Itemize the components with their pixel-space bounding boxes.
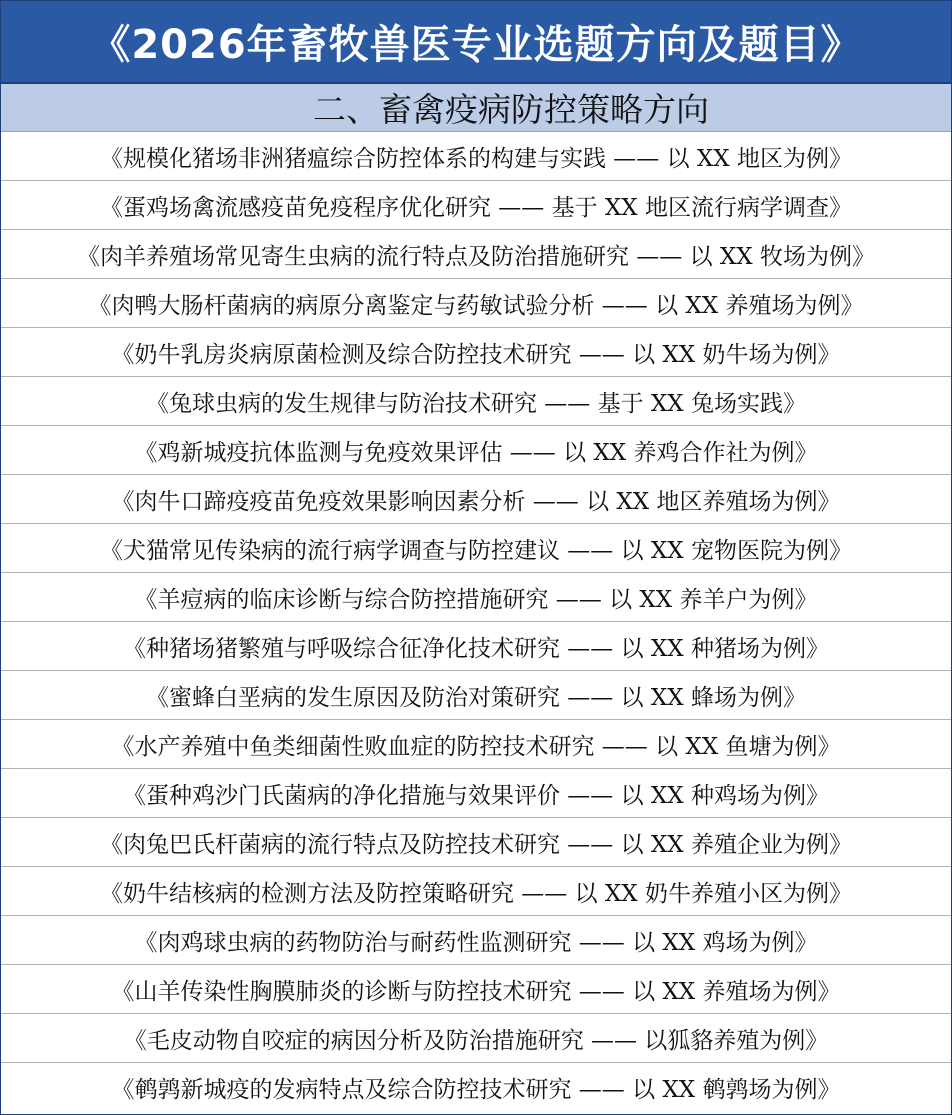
- topic-row: 《肉牛口蹄疫疫苗免疫效果影响因素分析 —— 以 XX 地区养殖场为例》: [1, 475, 951, 524]
- topic-row: 《毛皮动物自咬症的病因分析及防治措施研究 —— 以狐貉养殖为例》: [1, 1014, 951, 1063]
- topic-row: 《肉羊养殖场常见寄生虫病的流行特点及防治措施研究 —— 以 XX 牧场为例》: [1, 230, 951, 279]
- topic-row: 《犬猫常见传染病的流行病学调查与防控建议 —— 以 XX 宠物医院为例》: [1, 524, 951, 573]
- topic-row: 《水产养殖中鱼类细菌性败血症的防控技术研究 —— 以 XX 鱼塘为例》: [1, 720, 951, 769]
- topic-row: 《蛋种鸡沙门氏菌病的净化措施与效果评价 —— 以 XX 种鸡场为例》: [1, 769, 951, 818]
- topic-row: 《蜜蜂白垩病的发生原因及防治对策研究 —— 以 XX 蜂场为例》: [1, 671, 951, 720]
- page-title: 《2026年畜牧兽医专业选题方向及题目》: [1, 1, 951, 84]
- topic-row: 《种猪场猪繁殖与呼吸综合征净化技术研究 —— 以 XX 种猪场为例》: [1, 622, 951, 671]
- topic-row: 《羊痘病的临床诊断与综合防控措施研究 —— 以 XX 养羊户为例》: [1, 573, 951, 622]
- topic-row: 《鹌鹑新城疫的发病特点及综合防控技术研究 —— 以 XX 鹌鹑场为例》: [111, 1076, 841, 1103]
- topic-row: 《规模化猪场非洲猪瘟综合防控体系的构建与实践 —— 以 XX 地区为例》: [1, 132, 951, 181]
- topic-row: 《奶牛结核病的检测方法及防控策略研究 —— 以 XX 奶牛养殖小区为例》: [1, 867, 951, 916]
- topic-row: 《肉鸭大肠杆菌病的病原分离鉴定与药敏试验分析 —— 以 XX 养殖场为例》: [1, 279, 951, 328]
- topic-row: 《兔球虫病的发生规律与防治技术研究 —— 基于 XX 兔场实践》: [1, 377, 951, 426]
- section-heading: 二、畜禽疫病防控策略方向: [1, 84, 951, 132]
- topic-row: 《肉兔巴氏杆菌病的流行特点及防控技术研究 —— 以 XX 养殖企业为例》: [1, 818, 951, 867]
- topic-row: 《肉鸡球虫病的药物防治与耐药性监测研究 —— 以 XX 鸡场为例》: [1, 916, 951, 965]
- topic-row: 《蛋鸡场禽流感疫苗免疫程序优化研究 —— 基于 XX 地区流行病学调查》: [1, 181, 951, 230]
- topic-row: 《山羊传染性胸膜肺炎的诊断与防控技术研究 —— 以 XX 养殖场为例》: [1, 965, 951, 1014]
- topic-row: 《鸡新城疫抗体监测与免疫效果评估 —— 以 XX 养鸡合作社为例》: [1, 426, 951, 475]
- topic-list: [1, 132, 951, 1111]
- topic-row: 《奶牛乳房炎病原菌检测及综合防控技术研究 —— 以 XX 奶牛场为例》: [1, 328, 951, 377]
